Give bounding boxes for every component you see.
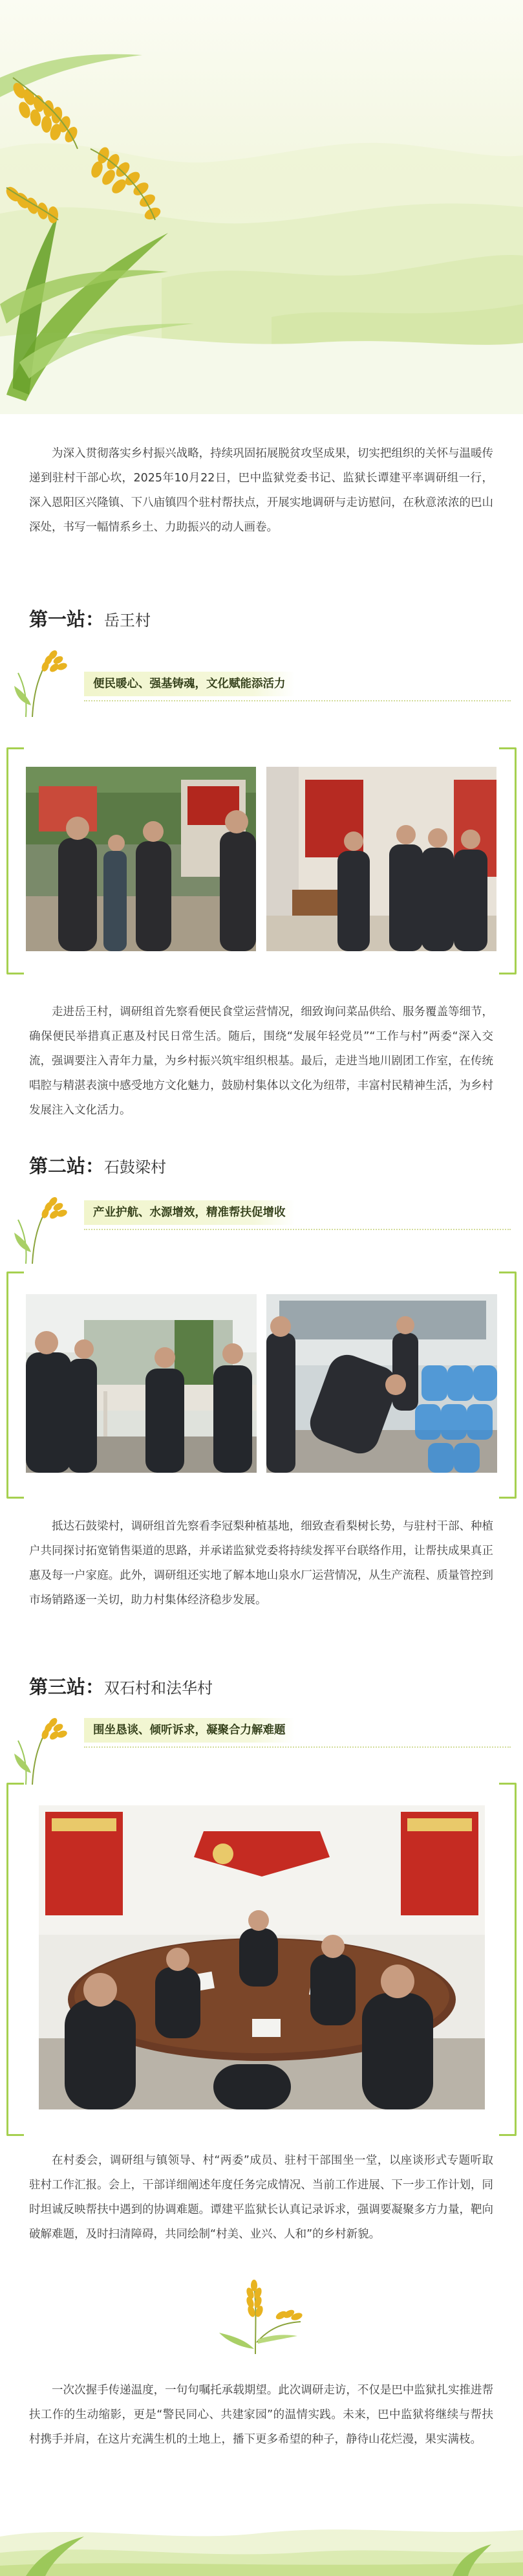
photo-bracket-right	[499, 1783, 517, 2136]
photo-village-leaders-indoor	[266, 767, 496, 951]
closing-paragraph: 一次次握手传递温度，一句句嘱托承载期望。此次调研走访，不仅是巴中监狱扎实推进帮扶工作的生动缩影，更是“警民同心、共建家园”的温情实践。未来，巴中监狱将继续与帮扶村携手并肩，在这片充满生机的土地上，播下更多希望的种子，静待山花烂漫，果实满枝。	[29, 2384, 493, 2446]
station-3-tagline: 围坐恳谈、倾听诉求，凝聚合力解难题	[84, 1718, 295, 1743]
rice-grain-sprig-icon	[13, 1708, 71, 1786]
photo-pear-orchard-visit	[26, 1294, 257, 1473]
photo-bracket-right	[499, 1271, 517, 1499]
station-3-place: 双石村和法华村	[104, 1679, 213, 1697]
photo-bracket-left	[6, 1271, 24, 1499]
station-2-title: 第二站：石鼓梁村	[29, 1155, 167, 1177]
photo-village-leaders-outdoor	[26, 767, 256, 951]
divider	[84, 700, 511, 701]
station-3-paragraph: 在村委会，调研组与镇领导、村“两委”成员、驻村干部围坐一堂，以座谈形式专题听取驻村工作汇报。会上，干部详细阐述年度任务完成情况、当前工作进展、下一步工作计划，同时坦诚反映帮扶中遇到的协调难题。谭建平监狱长认真记录诉求，强调要凝聚多方力量，靶向破解难题，及时扫清障碍，共同绘制“村美、业兴、人和”的乡村新貌。	[29, 2154, 493, 2241]
station-3-title: 第三站：双石村和法华村	[29, 1676, 213, 1698]
rice-grain-sprig-icon	[13, 641, 71, 718]
rice-grain-sprig-icon	[13, 1187, 71, 1265]
wheat-sprig-icon	[217, 2271, 307, 2355]
divider	[84, 1746, 511, 1748]
station-1-tagline: 便民暖心、强基铸魂，文化赋能添活力	[84, 672, 295, 696]
station-1-title: 第一站：岳王村	[29, 608, 151, 630]
station-2-paragraph: 抵达石鼓梁村，调研组首先察看李冠梨种植基地，细致查看梨树长势，与驻村干部、种植户共同探讨拓宽销售渠道的思路，并承诺监狱党委将持续发挥平台联络作用，让帮扶成果真正惠及每一户家庭。此外，调研组还实地了解本地山泉水厂运营情况，从生产流程、质量管控到市场销路逐一关切，助力村集体经济稳步发展。	[29, 1520, 493, 1607]
rice-field-illustration	[0, 0, 523, 414]
station-1-label: 第一站	[29, 608, 86, 630]
divider	[84, 1229, 511, 1230]
station-2-tagline: 产业护航、水源增效，精准帮扶促增收	[84, 1200, 295, 1225]
photo-village-committee-meeting	[39, 1805, 485, 2109]
intro-paragraph: 为深入贯彻落实乡村振兴战略，持续巩固拓展脱贫攻坚成果，切实把组织的关怀与温暖传递到驻村干部心坎，2025年10月22日，巴中监狱党委书记、监狱长谭建平率调研组一行，深入恩阳区兴隆镇、下八庙镇四个驻村帮扶点，开展实地调研与走访慰问，在秋意浓浓的巴山深处，书写一幅情系乡土、力助振兴的动人画卷。	[29, 447, 493, 534]
station-2-label: 第二站	[29, 1155, 86, 1177]
station-3-label: 第三站	[29, 1676, 86, 1698]
station-1-place: 岳王村	[104, 611, 151, 630]
footer-illustration	[0, 2498, 523, 2576]
photo-bracket-left	[6, 747, 24, 974]
header-illustration	[0, 0, 523, 414]
photo-spring-water-factory	[266, 1294, 497, 1473]
photo-bracket-right	[499, 747, 517, 974]
station-1-paragraph: 走进岳王村，调研组首先察看便民食堂运营情况，细致询问菜品供给、服务覆盖等细节，确保便民举措真正惠及村民日常生活。随后，围绕“发展年轻党员”“工作与村”两委“深入交流，强调要注入青年力量，为乡村振兴筑牢组织根基。最后，走进当地川剧团工作室，在传统唱腔与精湛表演中感受地方文化魅力，鼓励村集体以文化为纽带，丰富村民精神生活，为乡村发展注入文化活力。	[29, 1006, 493, 1117]
station-2-place: 石鼓梁村	[104, 1158, 167, 1176]
photo-bracket-left	[6, 1783, 24, 2136]
